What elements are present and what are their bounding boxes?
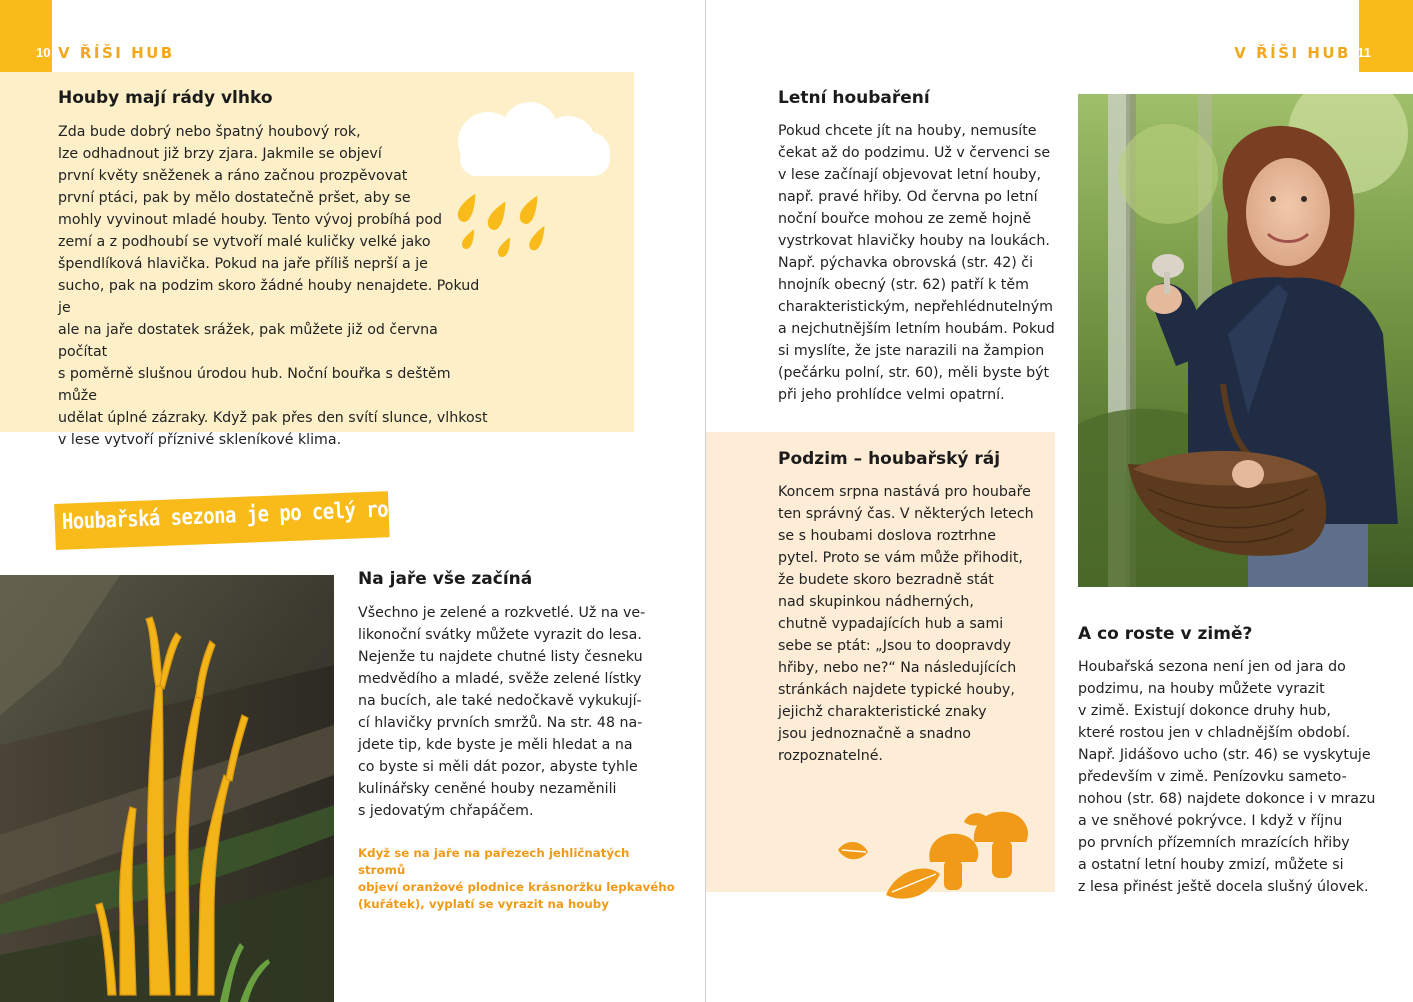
autumn-title: Podzim – houbařský ráj — [778, 449, 1001, 469]
spring-title: Na jaře vše začíná — [358, 569, 533, 589]
humidity-text: Zda bude dobrý nebo špatný houbový rok, lze odhadnout již brzy zjara. Jakmile se objeví první květy sněženek a ráno začnou prozpěvovat první ptáci, pak by mělo dostatečně pršet, aby se mohly vyvinout mladé houby. Tento vývoj probíhá pod zemí a z podhoubí se vytvoří malé kuličky velké jako špendlíková hlavička. Pokud na jaře příliš neprší a je sucho, pak na podzim skoro žádné houby nenajdete. Pokud je ale na jaře dostatek srážek, pak můžete již od června počítat s poměrně slušnou úrodou hub. Noční bouřka s deštěm může udělat úplné zázraky. Když pak přes den svítí slunce, vlhkost v lese vytvoří příznivé skleníkové klima. — [58, 124, 488, 448]
rain-cloud-icon — [440, 100, 620, 260]
right-page — [706, 0, 1413, 1002]
photo-caption: Když se na jaře na pařezech jehličnatých stromů objeví oranžové plodnice krásnoržku lepkavého (kuřátek), vyplatí se vyrazit na houby — [358, 846, 675, 911]
left-running-header: V ŘÍŠI HUB — [58, 44, 175, 62]
left-page-tab — [0, 0, 52, 72]
summer-title: Letní houbaření — [778, 88, 930, 108]
yellow-fungus-photo — [0, 575, 334, 1002]
right-running-header: V ŘÍŠI HUB — [1234, 44, 1351, 62]
right-page-number: 11 — [1357, 45, 1371, 60]
spring-text: Všechno je zelené a rozkvetlé. Už na ve- likonoční svátky můžete vyrazit do lesa. Nejenže tu najdete chutné listy česneku medvědího a mladé, svěže zelené lístky na bucích, ale také nedočkavě vykukují- cí hlavičky prvních smržů. Na str. 48 na- jdete tip, kde byste je měli hledat a na co byste si měli dát pozor, abyste tyhle kulinářsky ceněné houby nezaměnili s jedovatým chřapáčem. — [358, 605, 646, 819]
left-page-number: 10 — [36, 45, 51, 60]
winter-text: Houbařská sezona není jen od jara do podzimu, na houby můžete vyrazit v zimě. Existují dokonce druhy hub, které rostou jen v chladnějším období. Např. Jidášovo ucho (str. 46) se vyskytuje především v zimě. Penízovku sameto- nohou (str. 68) najdete dokonce i v mrazu a ve sněhové pokrývce. I když v říjnu po prvních přízemních mrazících hřiby a ostatní letní houby zmizí, můžete si z lesa přinést ještě docela slušný úlovek. — [1078, 659, 1376, 895]
woman-with-basket-photo — [1078, 94, 1413, 587]
mushrooms-leaves-icon — [826, 800, 1036, 910]
right-page-tab — [1359, 0, 1413, 72]
section-banner: Houbařská sezona je po celý rok — [61, 497, 400, 535]
winter-title: A co roste v zimě? — [1078, 624, 1253, 644]
autumn-text: Koncem srpna nastává pro houbaře ten správný čas. V některých letech se s houbami doslova roztrhne pytel. Proto se vám může přihodit, že budete skoro bezradně stát nad skupinkou nádherných, chutně vypadajících hub a sami sebe se ptát: „Jsou to doopravdy hřiby, nebo ne?“ Na následujících stránkách najdete typické houby, jejichž charakteristické znaky jsou jednoznačně a snadno rozpoznatelné. — [778, 484, 1034, 764]
summer-text: Pokud chcete jít na houby, nemusíte čekat až do podzimu. Už v červenci se v lese začínají objevovat letní houby, např. pravé hřiby. Od června po letní noční bouřce mohou ze země hojně vystrkovat hlavičky houby na loukách. Např. pýchavka obrovská (str. 42) či hnojník obecný (str. 62) patří k těm charakteristickým, nepřehlédnutelným a nejchutnějším letním houbám. Pokud si myslíte, že jste narazili na žampion (pečárku polní, str. 60), měli byste být při jeho prohlídce velmi opatrní. — [778, 123, 1055, 403]
left-page — [0, 0, 705, 1002]
humidity-title: Houby mají rády vlhko — [58, 88, 273, 108]
